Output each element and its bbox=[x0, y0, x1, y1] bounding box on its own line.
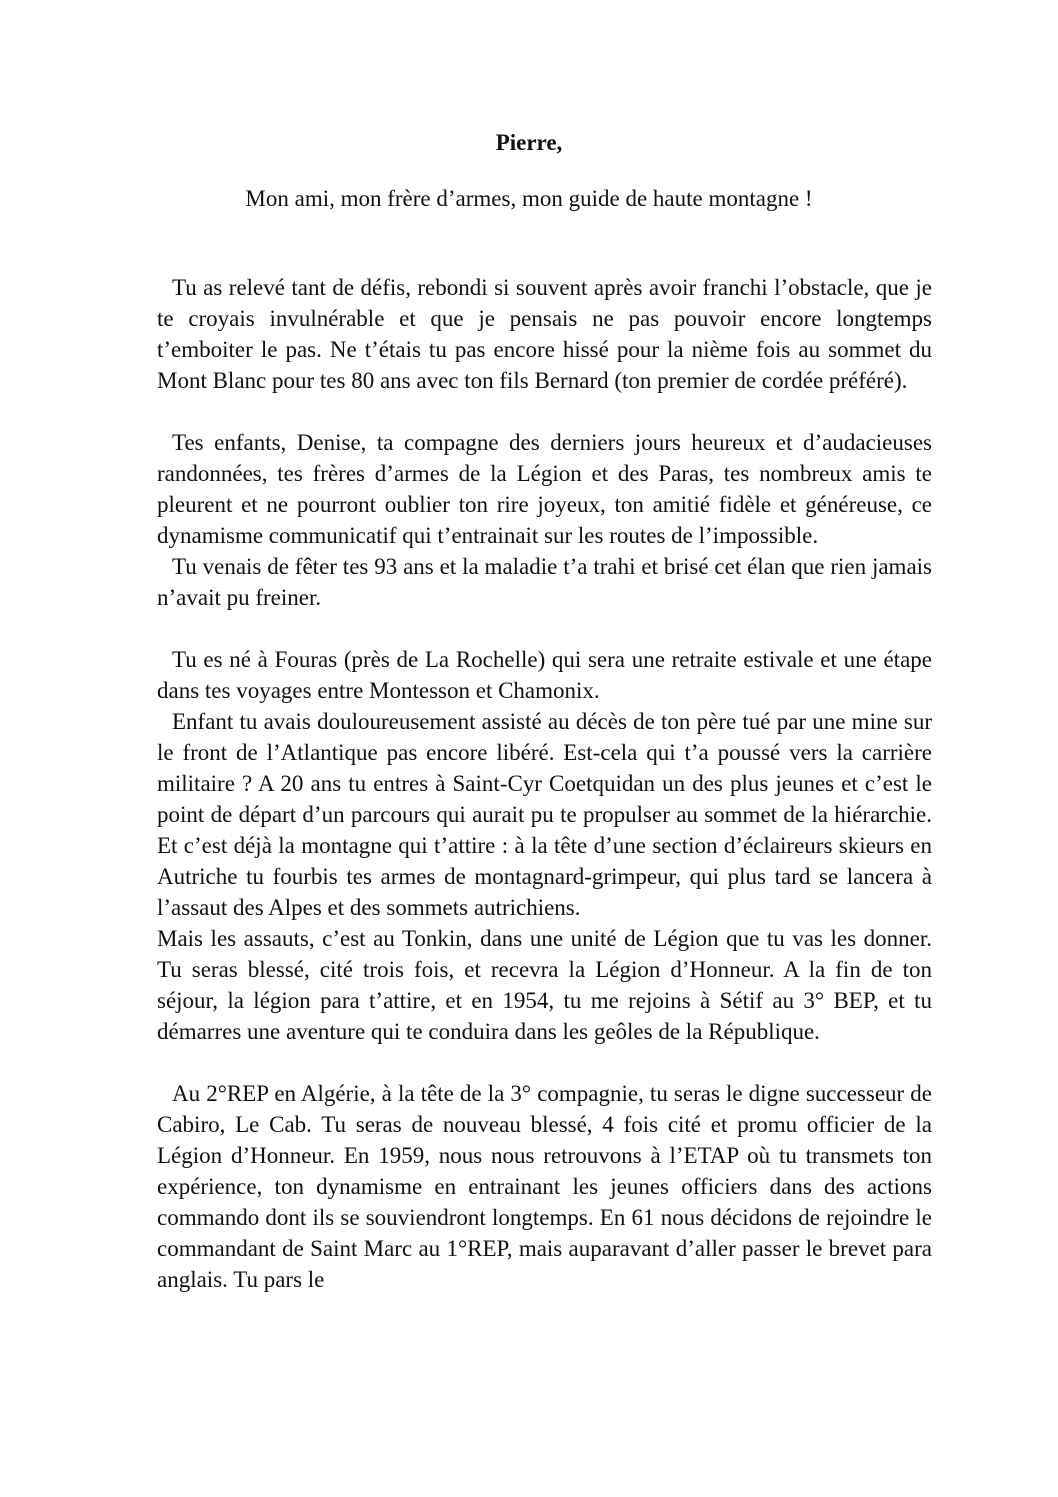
letter-subtitle: Mon ami, mon frère d’armes, mon guide de haute montagne ! bbox=[245, 186, 813, 211]
paragraph-childhood-career: Enfant tu avais douloureusement assisté au décès de ton père tué par une mine sur le front de l’Atlantique pas encore libéré. Est-cela qui t’a poussé vers la carrière militaire ? A 20 ans tu entres à Saint-Cyr Coetquidan un des plus jeunes et c’est le point de départ d’un parcours qui aurait pu te propulser au sommet de la hiérarchie. Et c’est déjà la montagne qui t’attire : à la tête d’une section d’éclaireurs skieurs en Autriche tu fourbis tes armes de montagnard-grimpeur, qui plus tard se lancera à l’assaut des Alpes et des sommets autrichiens. bbox=[157, 709, 932, 920]
paragraph-challenges: Tu as relevé tant de défis, rebondi si souvent après avoir franchi l’obstacle, que je te croyais invulnérable et que je pensais ne pas pouvoir encore longtemps t’emboiter le pas. Ne t’étais tu pas encore hissé pour la nième fois au sommet du Mont Blanc pour tes 80 ans avec ton fils Bernard (ton premier de cordée préféré). bbox=[157, 275, 932, 393]
letter-salutation: Pierre, bbox=[495, 130, 563, 155]
paragraph-tonkin: Mais les assauts, c’est au Tonkin, dans une unité de Légion que tu vas les donner. Tu seras blessé, cité trois fois, et recevra la Légion d’Honneur. A la fin de ton séjour, la légion para t’attire, et en 1954, tu me rejoins à Sétif au 3° BEP, et tu démarres une aventure qui te conduira dans les geôles de la République. bbox=[157, 926, 932, 1044]
letter-body bbox=[157, 272, 932, 1295]
paragraph-algeria: Au 2°REP en Algérie, à la tête de la 3° compagnie, tu seras le digne successeur de Cabiro, Le Cab. Tu seras de nouveau blessé, 4 fois cité et promu officier de la Légion d’Honneur. En 1959, nous nous retrouvons à l’ETAP où tu transmets ton expérience, ton dynamisme en entrainant les jeunes officiers dans des actions commando dont ils se souviendront longtemps. En 61 nous décidons de rejoindre le commandant de Saint Marc au 1°REP, mais auparavant d’aller passer le brevet para anglais. Tu pars le bbox=[157, 1081, 932, 1292]
paragraph-age-93: Tu venais de fêter tes 93 ans et la maladie t’a trahi et brisé cet élan que rien jamais n’avait pu freiner. bbox=[157, 554, 932, 610]
paragraph-birthplace: Tu es né à Fouras (près de La Rochelle) qui sera une retraite estivale et une étape dans tes voyages entre Montesson et Chamonix. bbox=[157, 647, 932, 703]
paragraph-mourning: Tes enfants, Denise, ta compagne des derniers jours heureux et d’audacieuses randonnées, tes frères d’armes de la Légion et des Paras, tes nombreux amis te pleurent et ne pourront oublier ton rire joyeux, ton amitié fidèle et généreuse, ce dynamisme communicatif qui t’entrainait sur les routes de l’impossible. bbox=[157, 430, 932, 548]
